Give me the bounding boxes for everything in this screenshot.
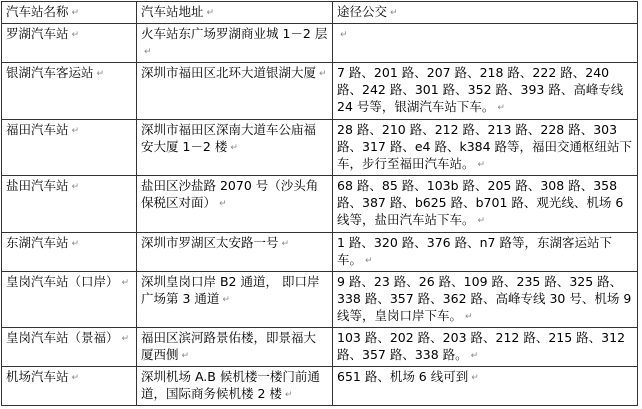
paragraph-mark-icon: ↵	[71, 373, 80, 383]
paragraph-mark-icon: ↵	[284, 390, 293, 400]
station-address-cell: 盐田区沙盐路 2070 号（沙头角保税区对面） ↵	[137, 176, 333, 233]
table-row	[2, 24, 638, 63]
paragraph-mark-icon: ↵	[71, 8, 80, 18]
header-station-name: 汽车站名称 ↵	[2, 2, 137, 24]
station-name-cell: 盐田汽车站 ↵	[2, 176, 137, 233]
paragraph-mark-icon: ↵	[71, 182, 80, 192]
paragraph-mark-icon: ↵	[222, 295, 230, 305]
bus-station-table	[1, 1, 638, 406]
paragraph-mark-icon: ↵	[477, 216, 486, 226]
bus-routes-cell: 7 路、201 路、207 路、218 路、222 路、240 路、242 路、301 路、352 路、393 路、高峰专线 24 号等，银湖汽车站下车。 ↵	[333, 63, 638, 120]
paragraph-mark-icon: ↵	[471, 373, 479, 383]
paragraph-mark-icon: ↵	[319, 69, 327, 79]
paragraph-mark-icon: ↵	[121, 278, 130, 288]
bus-routes-cell: 1 路、320 路、376 路、n7 路等，东湖客运站下车。 ↵	[333, 233, 638, 272]
paragraph-mark-icon: ↵	[340, 30, 348, 40]
station-address-cell: 深圳机场 A.B 候机楼一楼门前通道，国际商务候机楼 2 楼 ↵	[137, 367, 333, 406]
paragraph-mark-icon: ↵	[390, 8, 398, 18]
station-address-cell: 深圳市福田区深南大道车公庙福安大厦 1－2 楼 ↵	[137, 120, 333, 176]
station-name-cell: 皇岗汽车站（口岸） ↵	[2, 272, 137, 328]
paragraph-mark-icon: ↵	[470, 351, 479, 361]
bus-routes-cell: 28 路、210 路、212 路、213 路、228 路、303 路、317 路、e4 路、k384 路等，福田交通枢纽站下车，步行至福田汽车站。 ↵	[333, 120, 638, 176]
paragraph-mark-icon: ↵	[477, 160, 486, 170]
table-row	[2, 120, 638, 176]
station-address-cell: 深圳市罗湖区太安路一号 ↵	[137, 233, 333, 272]
table-row	[2, 367, 638, 406]
paragraph-mark-icon: ↵	[497, 103, 505, 113]
paragraph-mark-icon: ↵	[206, 8, 215, 18]
paragraph-mark-icon: ↵	[181, 351, 190, 361]
header-bus-routes: 途径公交 ↵	[333, 2, 638, 24]
table-row	[2, 63, 638, 120]
paragraph-mark-icon: ↵	[96, 69, 105, 79]
station-address-cell: 火车站东广场罗湖商业城 1－2 层↵	[137, 24, 333, 63]
paragraph-mark-icon: ↵	[219, 199, 227, 209]
station-name-cell: 银湖汽车客运站 ↵	[2, 63, 137, 120]
paragraph-mark-icon: ↵	[121, 334, 130, 344]
paragraph-mark-icon: ↵	[71, 30, 80, 40]
header-row	[2, 2, 638, 24]
table-row	[2, 272, 638, 328]
station-name-cell: 罗湖汽车站 ↵	[2, 24, 137, 63]
header-station-address: 汽车站地址 ↵	[137, 2, 333, 24]
station-name-cell: 机场汽车站 ↵	[2, 367, 137, 406]
station-name-cell: 东湖汽车站 ↵	[2, 233, 137, 272]
table-row	[2, 233, 638, 272]
station-name-cell: 皇岗汽车站（景福） ↵	[2, 328, 137, 367]
paragraph-mark-icon: ↵	[71, 126, 80, 136]
station-address-cell: 深圳皇岗口岸 B2 通道， 即口岸广场第 3 通道 ↵	[137, 272, 333, 328]
paragraph-mark-icon: ↵	[365, 256, 373, 266]
station-name-cell: 福田汽车站 ↵	[2, 120, 137, 176]
bus-routes-cell: 651 路、机场 6 线可到 ↵	[333, 367, 638, 406]
paragraph-mark-icon: ↵	[281, 239, 290, 249]
bus-routes-cell	[333, 24, 638, 63]
bus-routes-cell: 103 路、202 路、203 路、212 路、215 路、312 路、357 路、338 路。 ↵	[333, 328, 638, 367]
paragraph-mark-icon: ↵	[465, 312, 473, 322]
station-address-cell: 深圳市福田区北环大道银湖大厦 ↵	[137, 63, 333, 120]
bus-routes-cell: 9 路、23 路、26 路、109 路、235 路、325 路、338 路、357 路、362 路、高峰专线 30 号、机场 9 线等，皇岗口岸下车。 ↵	[333, 272, 638, 328]
station-address-cell: 福田区滨河路景佑楼，即景福大厦西侧 ↵	[137, 328, 333, 367]
bus-routes-cell: 68 路、85 路、103b 路、205 路、308 路、358 路、387 路、b625 路、b701 路、观光线、机场 6 线等，盐田汽车站下车。 ↵	[333, 176, 638, 233]
paragraph-mark-icon: ↵	[144, 47, 152, 57]
table-row	[2, 328, 638, 367]
table-row	[2, 176, 638, 233]
paragraph-mark-icon: ↵	[230, 143, 238, 153]
paragraph-mark-icon: ↵	[71, 239, 80, 249]
